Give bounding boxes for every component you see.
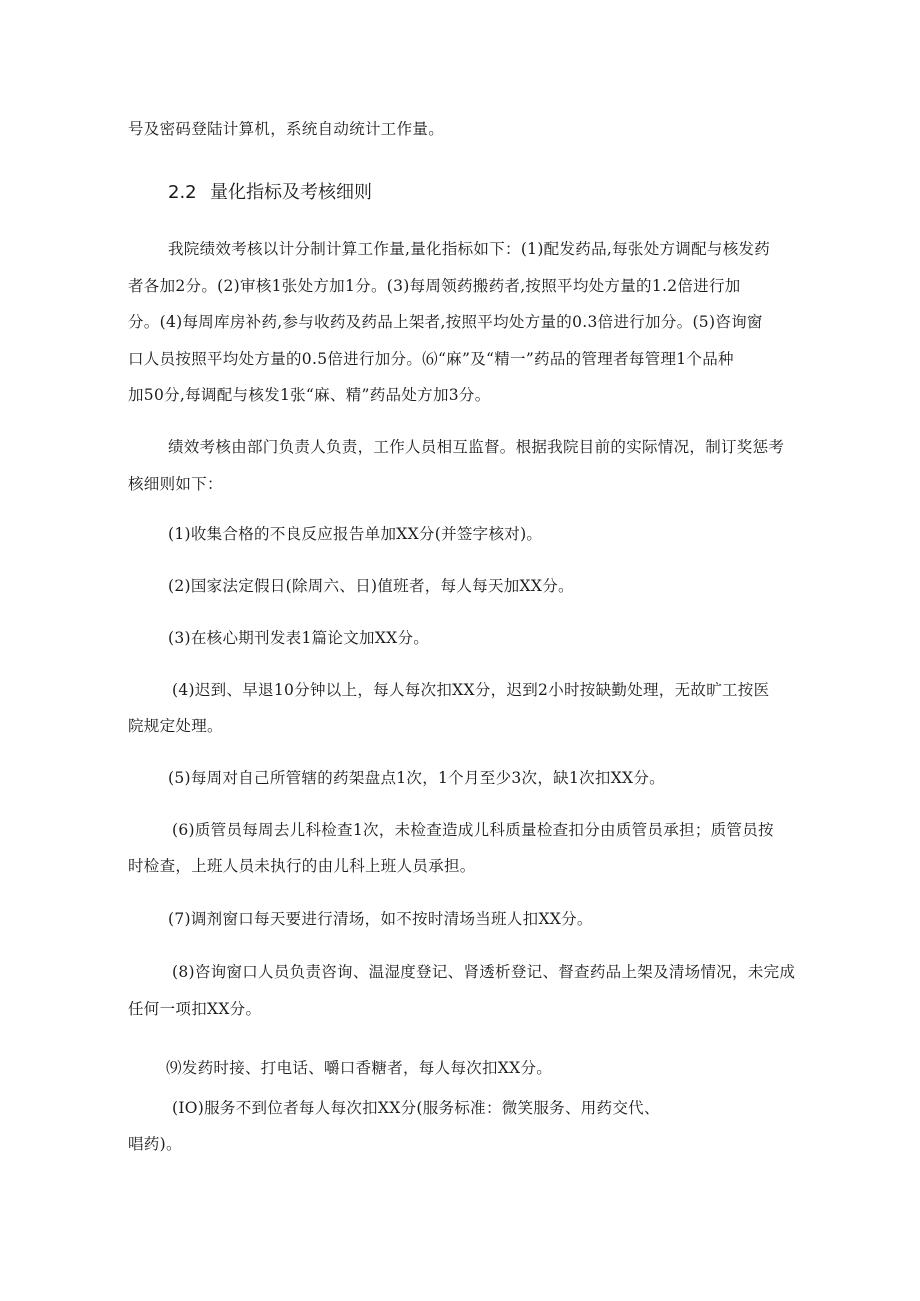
para2-line-2: 核细则如下： — [128, 475, 223, 493]
section-number: 2.2 — [168, 182, 197, 203]
rule-10-line-1: (IO)服务不到位者每人每次扣XX分(服务标准：微笑服务、用药交代、 — [172, 1099, 660, 1117]
para1-line-2: 者各加2分。(2)审核1张处方加1分。(3)每周领药搬药者,按照平均处方量的1.2倍进行加 — [128, 277, 741, 295]
para1-line-1: 我院绩效考核以计分制计算工作量,量化指标如下：(1)配发药品,每张处方调配与核发药 — [168, 240, 771, 258]
rule-1: (1)收集合格的不良反应报告单加XX分(并签字核对)。 — [168, 525, 543, 543]
para2-line-1: 绩效考核由部门负责人负责，工作人员相互监督。根据我院目前的实际情况，制订奖惩考 — [168, 438, 785, 456]
para1-line-4: 口人员按照平均处方量的0.5倍进行加分。⑹“麻”及“精一”药品的管理者每管理1个品种 — [128, 350, 734, 368]
rule-6-line-2: 时检查，上班人员未执行的由儿科上班人员承担。 — [128, 857, 476, 875]
rule-5: (5)每周对自己所管辖的药架盘点1次，1个月至少3次，缺1次扣XX分。 — [168, 769, 665, 787]
rule-3: (3)在核心期刊发表1篇论文加XX分。 — [168, 629, 430, 647]
rule-8-line-2: 任何一项扣XX分。 — [128, 1000, 262, 1018]
rule-2: (2)国家法定假日(除周六、日)值班者，每人每天加XX分。 — [168, 577, 574, 595]
rule-4-line-2: 院规定处理。 — [128, 717, 223, 735]
para1-line-5: 加50分,每调配与核发1张“麻、精”药品处方加3分。 — [128, 386, 491, 404]
section-title: 量化指标及考核细则 — [210, 182, 372, 203]
rule-4-line-1: (4)迟到、早退10分钟以上，每人每次扣XX分，迟到2小时按缺勤处理，无故旷工按医 — [172, 681, 770, 699]
rule-7: (7)调剂窗口每天要进行清场，如不按时清场当班人扣XX分。 — [168, 910, 593, 928]
rule-10-line-2: 唱药)。 — [128, 1135, 182, 1153]
section-heading — [168, 181, 372, 205]
para1-line-3: 分。(4)每周库房补药,参与收药及药品上架者,按照平均处方量的0.3倍进行加分。(5)咨询窗 — [128, 313, 763, 331]
top-fragment-line: 号及密码登陆计算机，系统自动统计工作量。 — [128, 120, 445, 138]
rule-9: ⑼发药时接、打电话、嚼口香糖者，每人每次扣XX分。 — [166, 1059, 553, 1077]
rule-8-line-1: (8)咨询窗口人员负责咨询、温湿度登记、肾透析登记、督查药品上架及清场情况，未完成 — [172, 963, 796, 981]
rule-6-line-1: (6)质管员每周去儿科检查1次，未检查造成儿科质量检查扣分由质管员承担；质管员按 — [172, 821, 774, 839]
